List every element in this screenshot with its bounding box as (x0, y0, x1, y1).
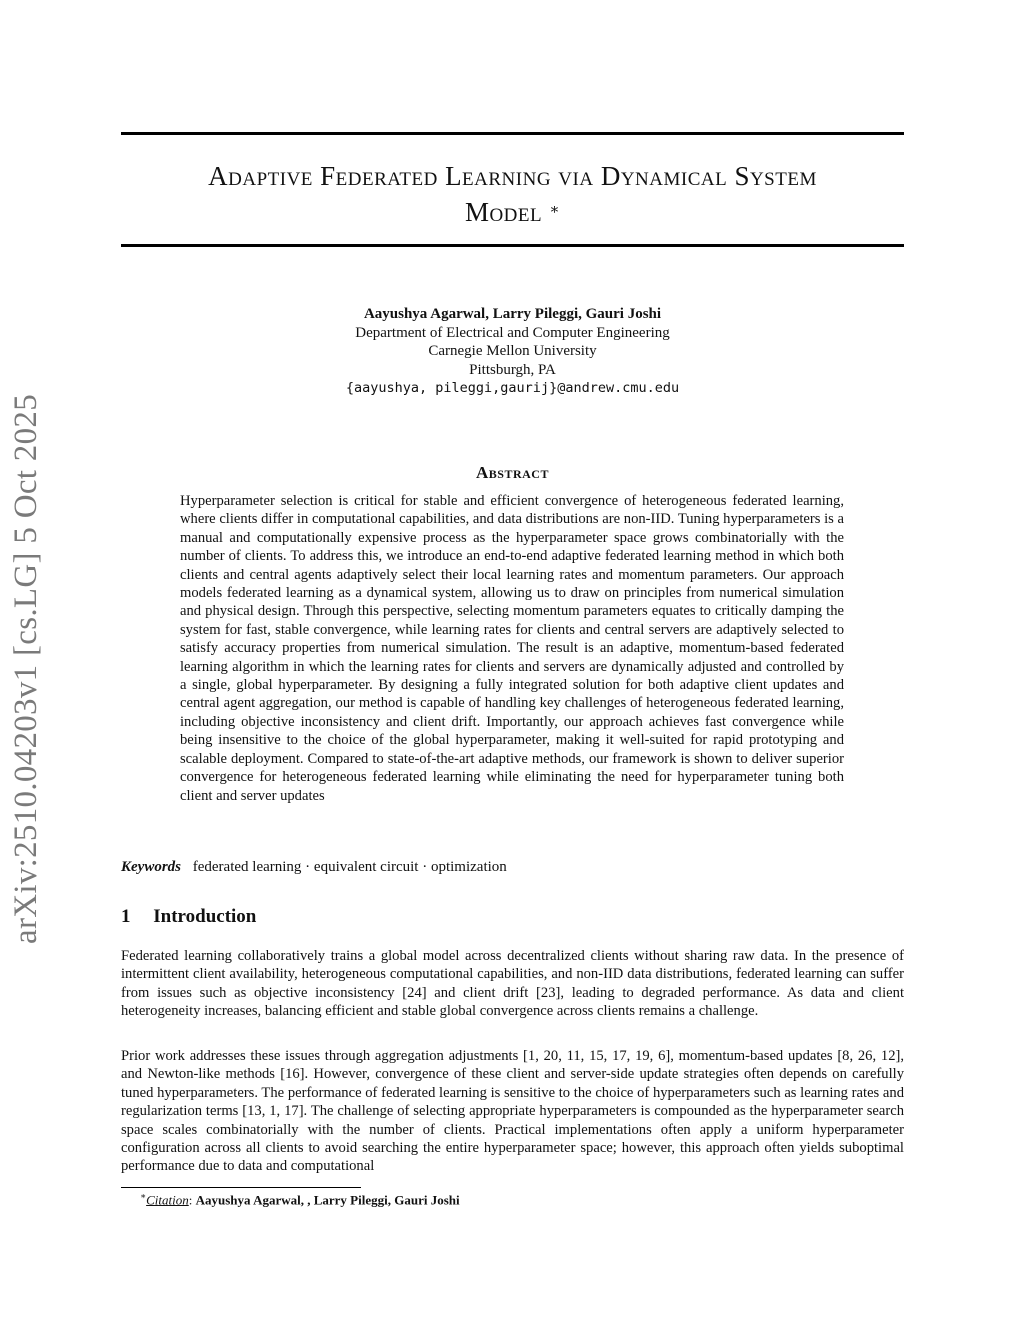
footnote-label[interactable]: Citation (146, 1192, 189, 1208)
section-heading-introduction (121, 906, 256, 928)
paper-title (121, 158, 904, 230)
citation-footnote: ∗Citation: Aayushya Agarwal, , Larry Pileggi, Gauri Joshi (140, 1191, 460, 1208)
author-department: Department of Electrical and Computer Engineering (355, 324, 670, 341)
author-block (121, 305, 904, 398)
footnote-mark: ∗ (140, 1191, 147, 1201)
intro-paragraph-2: Prior work addresses these issues through aggregation adjustments [1, 20, 11, 15, 17, 19, 6], momentum-based updates [8, 26, 12], and Newton-like methods [16]. However, convergence of these client and server-side update strategies often depends on carefully tuned hyperparameters. The performance of federated learning is sensitive to the choice of hyperparameters such as learning rates and regularization terms [13, 1, 17]. The challenge of selecting appropriate hyperparameters is compounded as the hyperparameter search space scales combinatorially with the number of clients. Practical implementations often apply a uniform hyperparameter configuration across all clients to avoid searching the entire hyperparameter space; however, this approach often yields suboptimal performance due to data and computational (121, 1048, 904, 1175)
title-footnote-mark[interactable]: ∗ (549, 202, 561, 218)
author-university: Carnegie Mellon University (428, 343, 597, 359)
footnote-names: Aayushya Agarwal, , Larry Pileggi, Gauri Joshi (195, 1192, 460, 1208)
keywords-text: federated learning · equivalent circuit · optimization (192, 859, 507, 875)
title-line-2: Model (464, 197, 543, 227)
author-names: Aayushya Agarwal, Larry Pileggi, Gauri Joshi (363, 306, 662, 322)
author-location: Pittsburgh, PA (469, 361, 556, 378)
title-top-rule (121, 132, 904, 135)
keywords-label: Keywords (121, 859, 181, 875)
author-email[interactable]: {aayushya, pileggi,gaurij}@andrew.cmu.edu (345, 380, 680, 396)
abstract-heading: Abstract (476, 463, 549, 482)
abstract-text: Hyperparameter selection is critical for stable and efficient convergence of heterogeneous federated learning, where clients differ in computational capabilities, and data distributions are non-IID. Tuning hyperparameters is a manual and computationally expensive process as the hyperparameter space grows combinatorially with the number of clients. To address this, we introduce an end-to-end adaptive federated learning method in which both clients and central agents adaptively select their local learning rates and momentum parameters. Our approach models federated learning as a dynamical system, allowing us to draw on principles from numerical simulation and physical design. Through this perspective, selecting momentum parameters equates to critically damping the system for fast, stable convergence, while learning rates for clients and central servers are adaptively selected to satisfy accuracy properties from numerical simulation. The result is an adaptive, momentum-based federated learning algorithm in which the learning rates for clients and servers are dynamically adjusted and controlled by a single, global hyperparameter. By designing a fully integrated solution for both adaptive client updates and central agent aggregation, our method is capable of handling key challenges of heterogeneous federated learning, including objective inconsistency and client drift. Importantly, our approach achieves fast convergence while being insensitive to the choice of the global hyperparameter, making it well-suited for rapid prototyping and scalable deployment. Compared to state-of-the-art adaptive methods, our framework is shown to deliver superior convergence for heterogeneous federated learning while eliminating the need for hyperparameter tuning both client and server updates (180, 493, 844, 804)
title-bottom-rule (121, 244, 904, 247)
title-line-1: Adaptive Federated Learning via Dynamical System (208, 161, 817, 191)
footnote-divider (121, 1187, 361, 1188)
intro-paragraph-1: Federated learning collaboratively trains a global model across decentralized clients without sharing raw data. In the presence of intermittent client availability, heterogeneous computational capabilities, and non-IID data distributions, federated learning can suffer from issues such as objective inconsistency [24] and client drift [23], leading to degraded performance. As data and client heterogeneity increases, balancing efficient and stable global convergence across clients remains a challenge. (121, 948, 904, 1020)
keywords-line (121, 859, 904, 876)
section-title: Introduction (153, 906, 257, 927)
arxiv-identifier-stamp: arXiv:2510.04203v1 [cs.LG] 5 Oct 2025 (8, 393, 44, 944)
section-number: 1 (121, 906, 131, 927)
